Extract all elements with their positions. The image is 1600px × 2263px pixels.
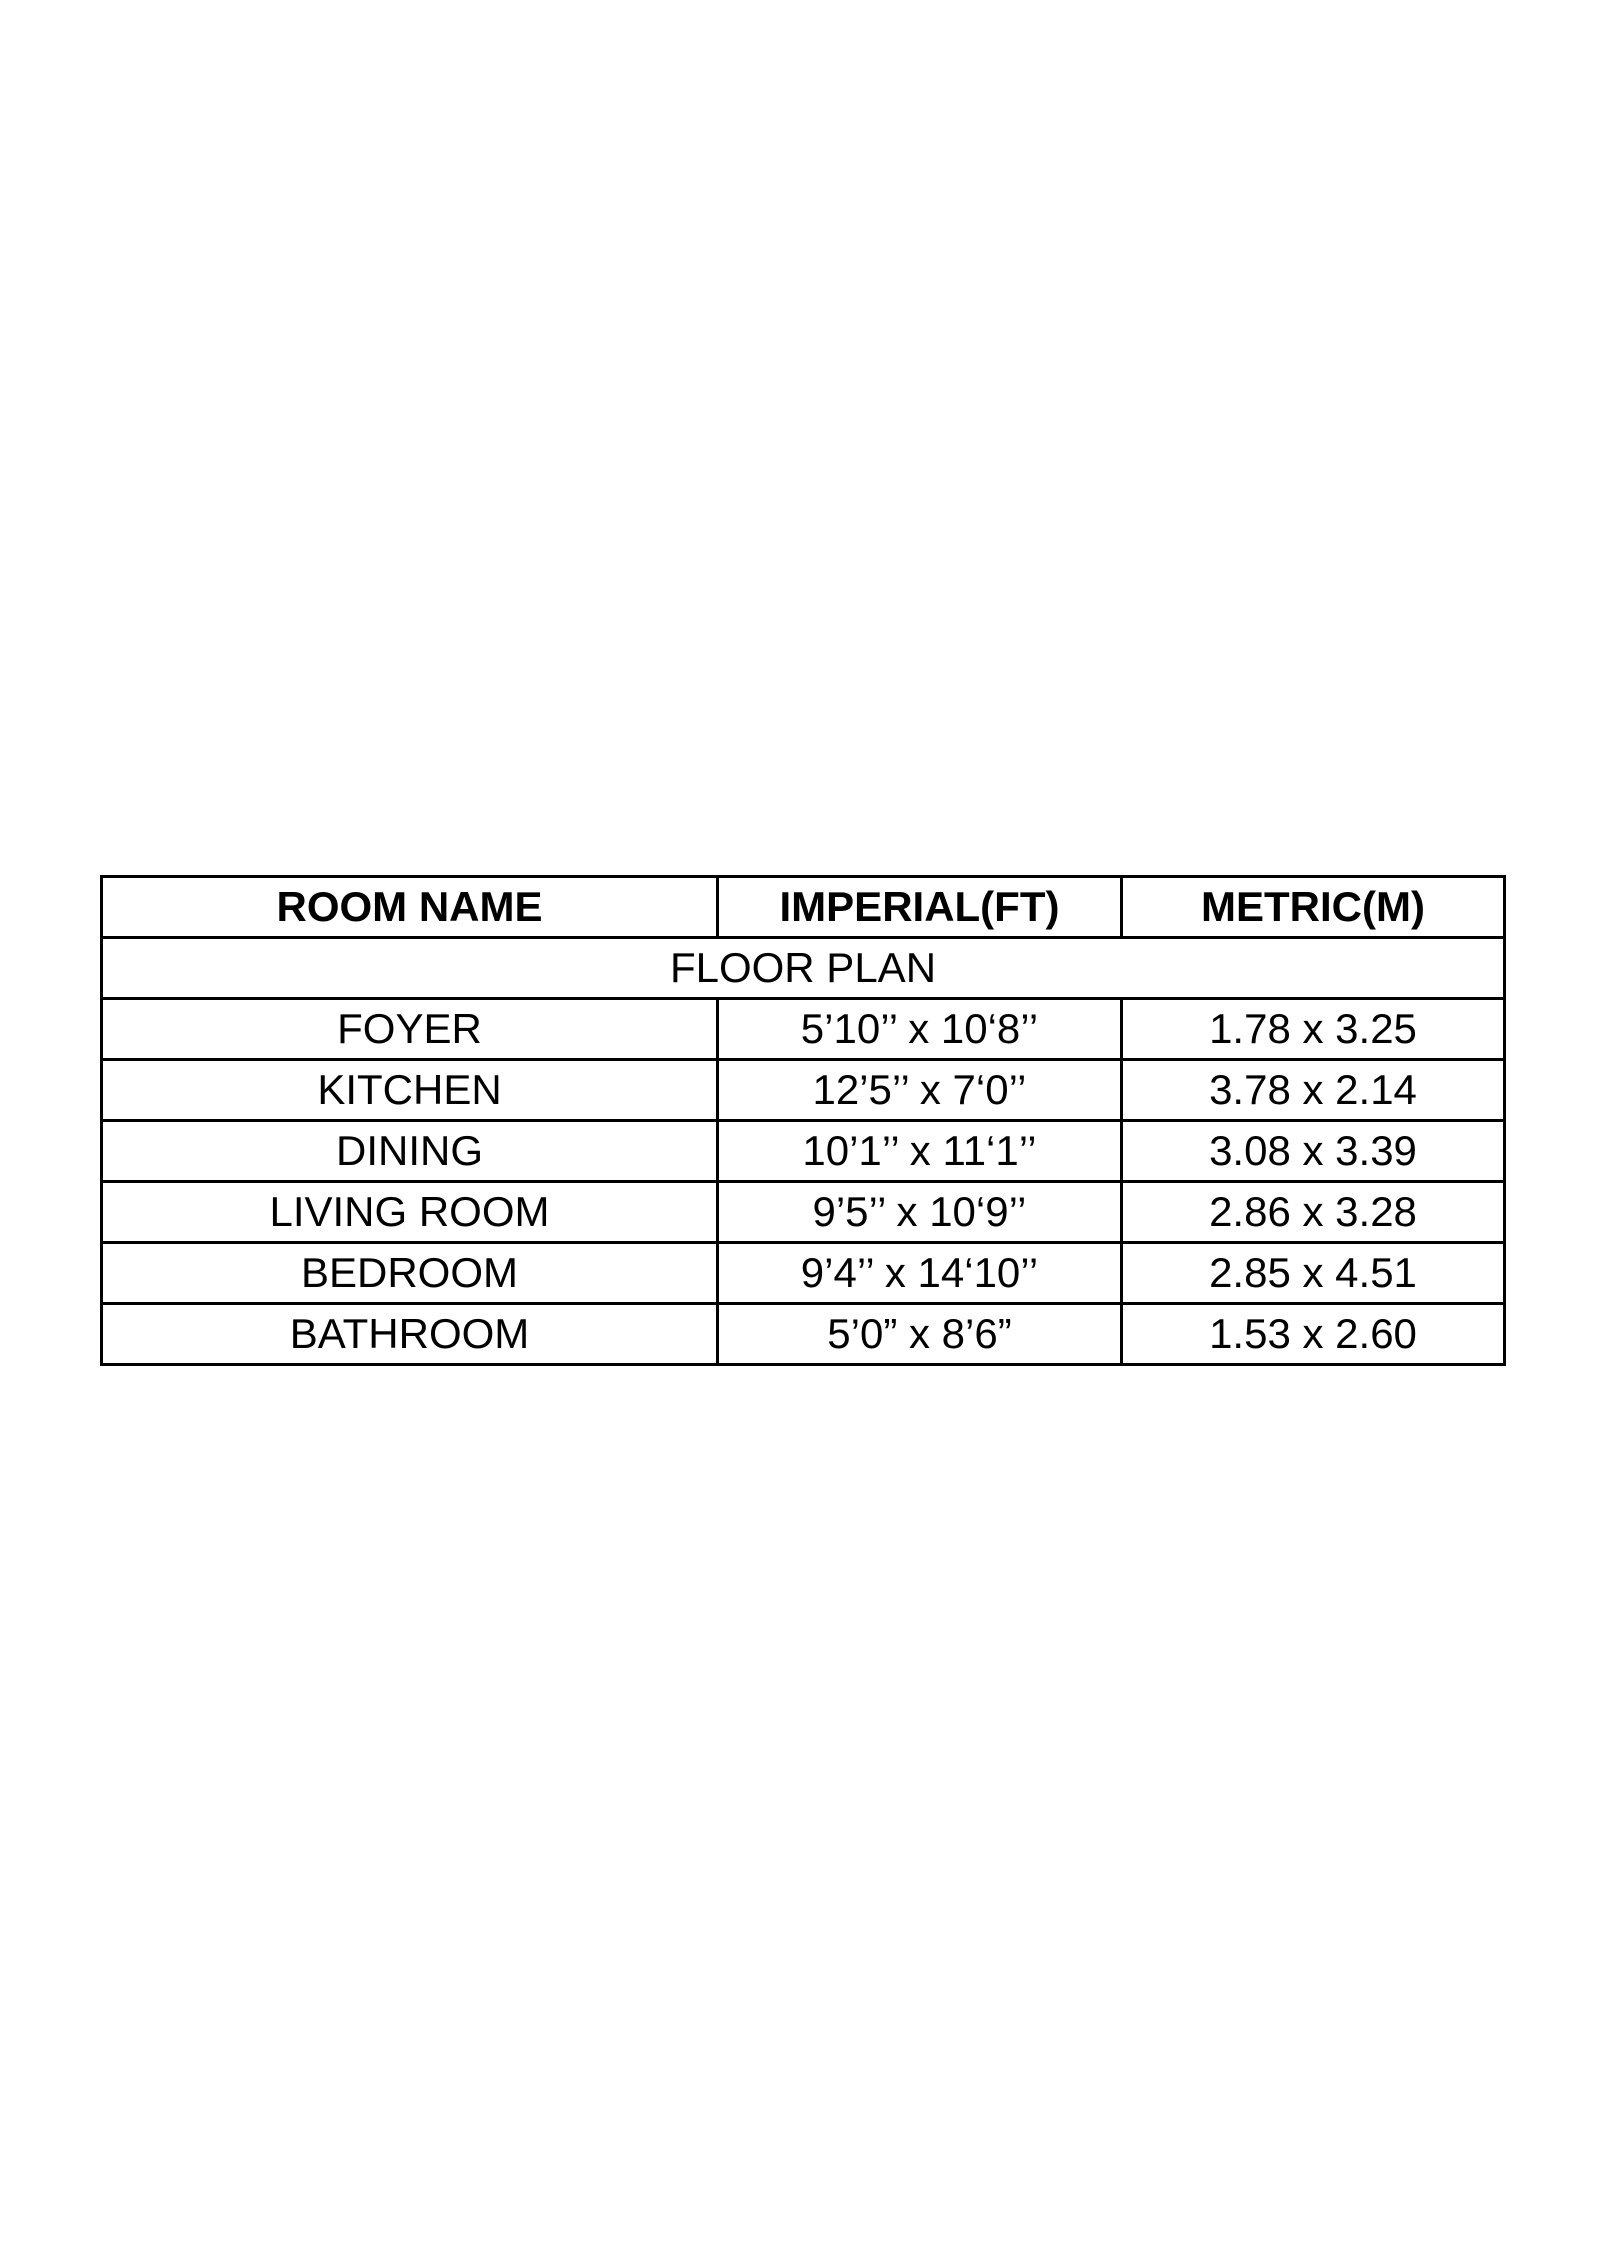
metric-cell: 1.78 x 3.25 bbox=[1122, 999, 1505, 1060]
room-name-cell: LIVING ROOM bbox=[102, 1182, 718, 1243]
table-row bbox=[102, 1304, 1505, 1365]
imperial-cell: 9’5’’ x 10‘9’’ bbox=[718, 1182, 1122, 1243]
header-metric: METRIC(M) bbox=[1122, 877, 1505, 938]
metric-cell: 3.78 x 2.14 bbox=[1122, 1060, 1505, 1121]
room-name-cell: DINING bbox=[102, 1121, 718, 1182]
table-row bbox=[102, 1243, 1505, 1304]
section-row bbox=[102, 938, 1505, 999]
room-name-cell: KITCHEN bbox=[102, 1060, 718, 1121]
table-row bbox=[102, 1060, 1505, 1121]
metric-cell: 2.85 x 4.51 bbox=[1122, 1243, 1505, 1304]
table-row bbox=[102, 1182, 1505, 1243]
table-row bbox=[102, 1121, 1505, 1182]
room-name-cell: BATHROOM bbox=[102, 1304, 718, 1365]
metric-cell: 1.53 x 2.60 bbox=[1122, 1304, 1505, 1365]
imperial-cell: 10’1’’ x 11‘1’’ bbox=[718, 1121, 1122, 1182]
metric-cell: 3.08 x 3.39 bbox=[1122, 1121, 1505, 1182]
imperial-cell: 5’0” x 8’6” bbox=[718, 1304, 1122, 1365]
header-room-name: ROOM NAME bbox=[102, 877, 718, 938]
header-row bbox=[102, 877, 1505, 938]
imperial-cell: 9’4’’ x 14‘10’’ bbox=[718, 1243, 1122, 1304]
metric-cell: 2.86 x 3.28 bbox=[1122, 1182, 1505, 1243]
room-dimensions-table bbox=[100, 875, 1506, 1366]
room-name-cell: FOYER bbox=[102, 999, 718, 1060]
imperial-cell: 12’5’’ x 7‘0’’ bbox=[718, 1060, 1122, 1121]
room-name-cell: BEDROOM bbox=[102, 1243, 718, 1304]
imperial-cell: 5’10’’ x 10‘8’’ bbox=[718, 999, 1122, 1060]
table-row bbox=[102, 999, 1505, 1060]
section-label: FLOOR PLAN bbox=[102, 938, 1505, 999]
header-imperial: IMPERIAL(FT) bbox=[718, 877, 1122, 938]
